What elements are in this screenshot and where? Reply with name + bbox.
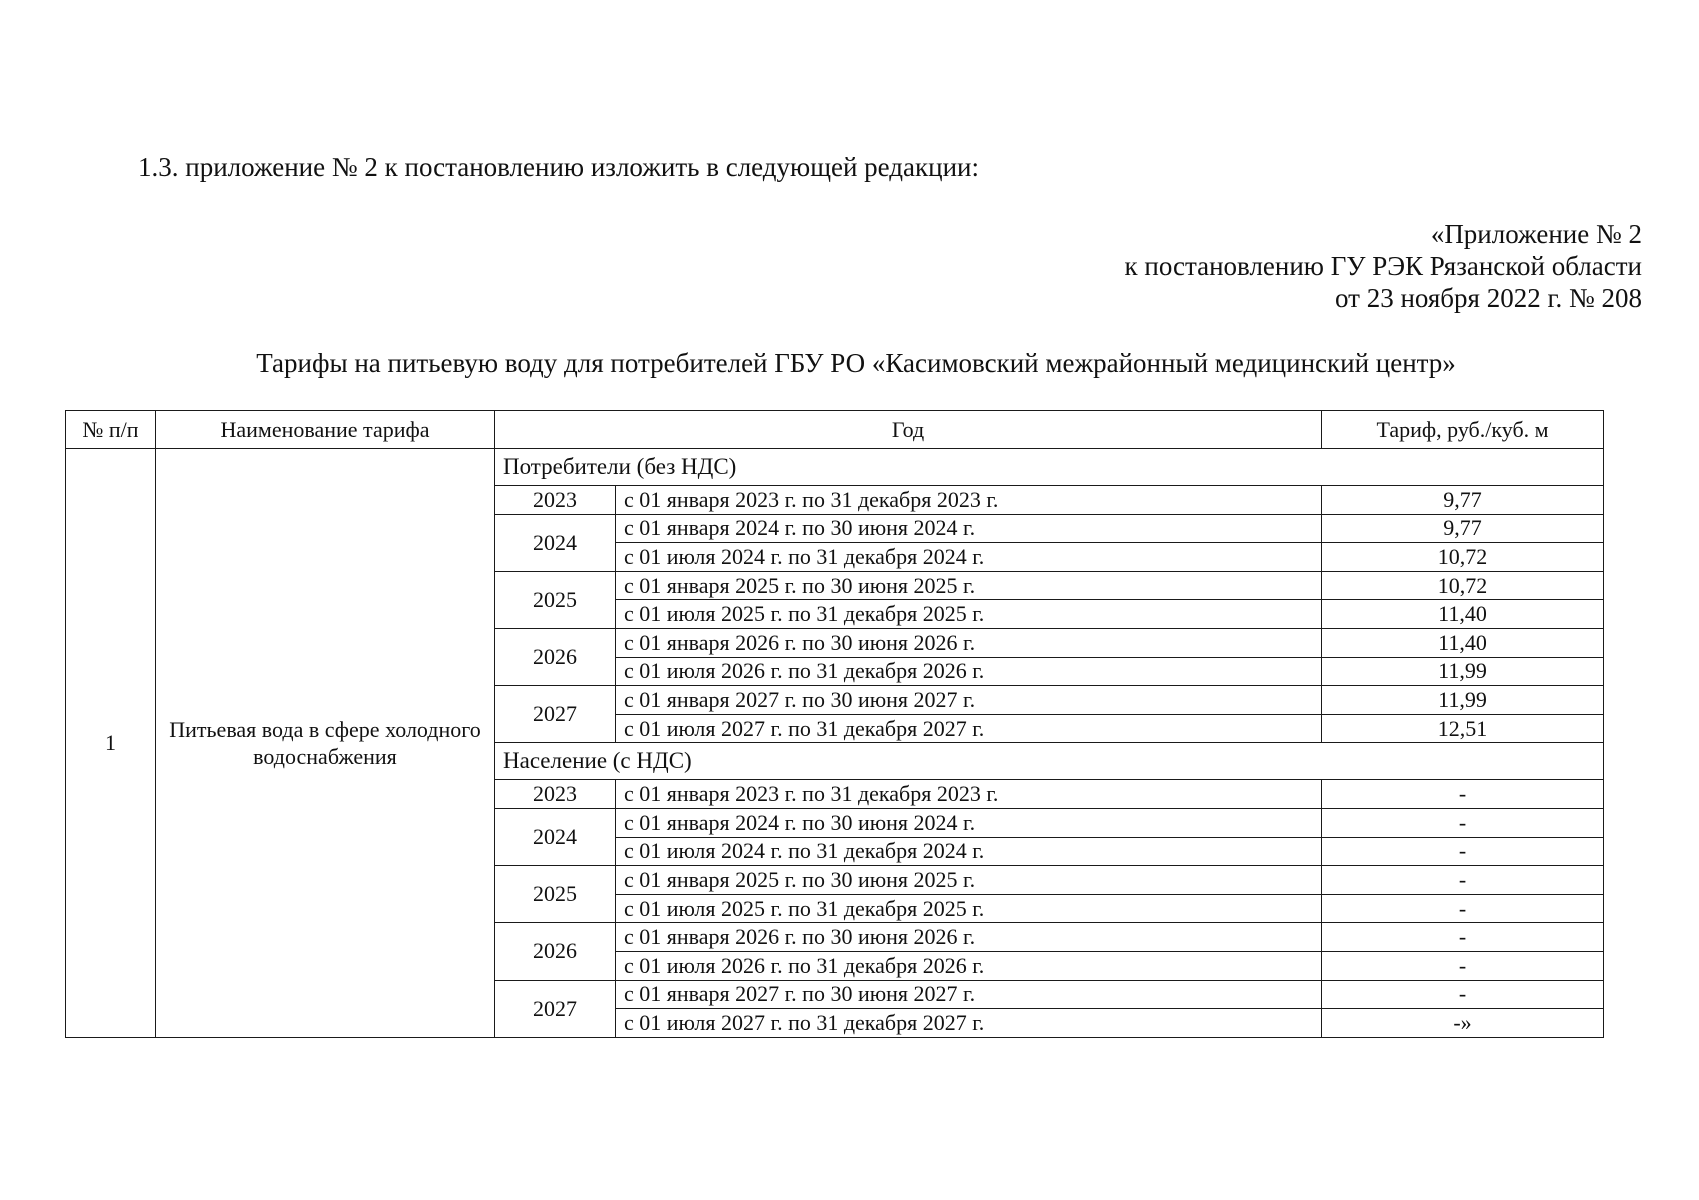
year-cell: 2024 [495, 514, 616, 571]
tariff-cell: - [1322, 923, 1604, 952]
year-cell: 2023 [495, 780, 616, 809]
tariff-cell: - [1322, 894, 1604, 923]
group-label: Население (с НДС) [495, 743, 1604, 780]
tariff-cell: 10,72 [1322, 543, 1604, 572]
appendix-ref-line1: «Приложение № 2 [1430, 219, 1642, 249]
period-cell: с 01 января 2024 г. по 30 июня 2024 г. [616, 808, 1322, 837]
tariff-table [65, 410, 1604, 1038]
period-cell: с 01 июля 2027 г. по 31 декабря 2027 г. [616, 714, 1322, 743]
tariff-cell: - [1322, 980, 1604, 1009]
period-cell: с 01 января 2026 г. по 30 июня 2026 г. [616, 628, 1322, 657]
tariff-cell: 11,99 [1322, 657, 1604, 686]
tariff-cell: - [1322, 837, 1604, 866]
year-cell: 2023 [495, 486, 616, 515]
period-cell: с 01 июля 2024 г. по 31 декабря 2024 г. [616, 543, 1322, 572]
tariff-cell: 12,51 [1322, 714, 1604, 743]
year-cell: 2026 [495, 628, 616, 685]
group-label: Потребители (без НДС) [495, 449, 1604, 486]
year-cell: 2027 [495, 686, 616, 743]
period-cell: с 01 июля 2025 г. по 31 декабря 2025 г. [616, 894, 1322, 923]
tariff-cell: 9,77 [1322, 514, 1604, 543]
header-tariff: Тариф, руб./куб. м [1322, 411, 1604, 449]
period-cell: с 01 января 2024 г. по 30 июня 2024 г. [616, 514, 1322, 543]
tariff-name: Питьевая вода в сфере холодного водоснабжения [156, 449, 495, 1038]
intro-paragraph: 1.3. приложение № 2 к постановлению изложить в следующей редакции: [138, 152, 979, 182]
tariff-cell: - [1322, 866, 1604, 895]
period-cell: с 01 июля 2024 г. по 31 декабря 2024 г. [616, 837, 1322, 866]
tariff-cell: - [1322, 780, 1604, 809]
group-row [66, 449, 1604, 486]
year-cell: 2026 [495, 923, 616, 980]
period-cell: с 01 июля 2026 г. по 31 декабря 2026 г. [616, 951, 1322, 980]
period-cell: с 01 января 2023 г. по 31 декабря 2023 г. [616, 486, 1322, 515]
period-cell: с 01 января 2025 г. по 30 июня 2025 г. [616, 571, 1322, 600]
year-cell: 2027 [495, 980, 616, 1037]
table-header-row [66, 411, 1604, 449]
tariff-cell: - [1322, 808, 1604, 837]
document-title: Тарифы на питьевую воду для потребителей ГБУ РО «Касимовский межрайонный медицинский центр» [256, 348, 1456, 378]
tariff-cell: 9,77 [1322, 486, 1604, 515]
header-name: Наименование тарифа [156, 411, 495, 449]
year-cell: 2024 [495, 808, 616, 865]
tariff-cell: 11,40 [1322, 600, 1604, 629]
appendix-ref-line2: к постановлению ГУ РЭК Рязанской области [1124, 251, 1642, 281]
period-cell: с 01 января 2027 г. по 30 июня 2027 г. [616, 686, 1322, 715]
row-number: 1 [66, 449, 156, 1038]
period-cell: с 01 января 2026 г. по 30 июня 2026 г. [616, 923, 1322, 952]
table-body [66, 449, 1604, 1038]
year-cell: 2025 [495, 571, 616, 628]
tariff-cell: 11,99 [1322, 686, 1604, 715]
header-year: Год [495, 411, 1322, 449]
period-cell: с 01 июля 2026 г. по 31 декабря 2026 г. [616, 657, 1322, 686]
period-cell: с 01 июля 2027 г. по 31 декабря 2027 г. [616, 1009, 1322, 1038]
period-cell: с 01 января 2023 г. по 31 декабря 2023 г. [616, 780, 1322, 809]
period-cell: с 01 июля 2025 г. по 31 декабря 2025 г. [616, 600, 1322, 629]
tariff-cell: -» [1322, 1009, 1604, 1038]
year-cell: 2025 [495, 866, 616, 923]
appendix-reference [1125, 218, 1642, 314]
tariff-cell: 10,72 [1322, 571, 1604, 600]
tariff-cell: 11,40 [1322, 628, 1604, 657]
header-num: № п/п [66, 411, 156, 449]
period-cell: с 01 января 2025 г. по 30 июня 2025 г. [616, 866, 1322, 895]
period-cell: с 01 января 2027 г. по 30 июня 2027 г. [616, 980, 1322, 1009]
tariff-cell: - [1322, 951, 1604, 980]
appendix-ref-line3: от 23 ноября 2022 г. № 208 [1335, 283, 1642, 313]
